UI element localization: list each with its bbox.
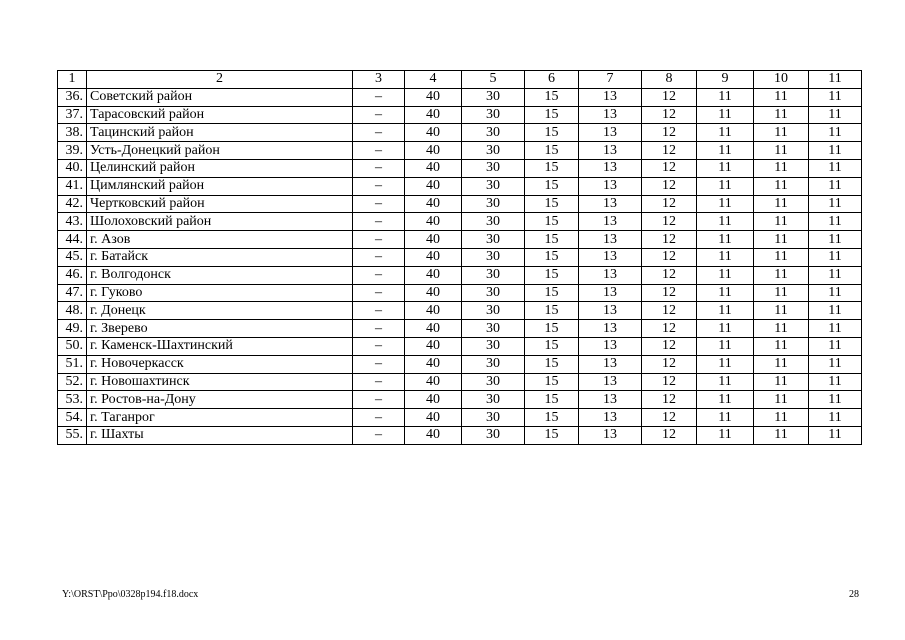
value-cell: 15	[525, 124, 579, 142]
header-cell: 2	[87, 71, 353, 89]
value-cell: 40	[405, 391, 462, 409]
value-cell: 11	[809, 177, 862, 195]
row-number-cell: 41.	[58, 177, 87, 195]
region-name-cell: Цимлянский район	[87, 177, 353, 195]
header-cell: 7	[579, 71, 642, 89]
table-row	[58, 266, 862, 284]
value-cell: 11	[697, 248, 754, 266]
table-row	[58, 355, 862, 373]
value-cell: 11	[697, 302, 754, 320]
value-cell: 30	[462, 320, 525, 338]
value-cell: 11	[809, 159, 862, 177]
table-row	[58, 142, 862, 160]
value-cell: 11	[697, 373, 754, 391]
value-cell: 11	[809, 142, 862, 160]
value-cell: 13	[579, 302, 642, 320]
value-cell: 40	[405, 124, 462, 142]
value-cell: 11	[754, 320, 809, 338]
value-cell: 30	[462, 426, 525, 444]
value-cell: 11	[809, 337, 862, 355]
header-cell: 1	[58, 71, 87, 89]
value-cell: 11	[809, 231, 862, 249]
row-number-cell: 36.	[58, 88, 87, 106]
value-cell: 40	[405, 159, 462, 177]
value-cell: 13	[579, 284, 642, 302]
value-cell: 12	[642, 426, 697, 444]
value-cell: 40	[405, 409, 462, 427]
value-cell: 15	[525, 337, 579, 355]
table-row	[58, 320, 862, 338]
region-name-cell: г. Зверево	[87, 320, 353, 338]
value-cell: 11	[697, 391, 754, 409]
value-cell: 15	[525, 284, 579, 302]
value-cell: 13	[579, 391, 642, 409]
row-number-cell: 54.	[58, 409, 87, 427]
value-cell: 13	[579, 248, 642, 266]
value-cell: 13	[579, 106, 642, 124]
value-cell: 15	[525, 177, 579, 195]
footer-file-path: Y:\ORST\Ppo\0328p194.f18.docx	[62, 589, 199, 600]
value-cell: 11	[697, 337, 754, 355]
value-cell: 11	[697, 426, 754, 444]
region-name-cell: г. Донецк	[87, 302, 353, 320]
table-row	[58, 106, 862, 124]
value-cell: 11	[754, 355, 809, 373]
value-cell: 11	[697, 124, 754, 142]
row-number-cell: 49.	[58, 320, 87, 338]
value-cell: 11	[809, 195, 862, 213]
region-name-cell: г. Новошахтинск	[87, 373, 353, 391]
region-name-cell: Чертковский район	[87, 195, 353, 213]
row-number-cell: 39.	[58, 142, 87, 160]
value-cell: –	[353, 409, 405, 427]
value-cell: 11	[697, 355, 754, 373]
value-cell: 13	[579, 426, 642, 444]
value-cell: 30	[462, 177, 525, 195]
value-cell: 40	[405, 213, 462, 231]
region-name-cell: г. Шахты	[87, 426, 353, 444]
value-cell: 11	[754, 231, 809, 249]
value-cell: 30	[462, 248, 525, 266]
value-cell: –	[353, 88, 405, 106]
value-cell: 11	[809, 213, 862, 231]
value-cell: 11	[754, 106, 809, 124]
value-cell: –	[353, 337, 405, 355]
value-cell: 15	[525, 409, 579, 427]
value-cell: 13	[579, 266, 642, 284]
value-cell: 30	[462, 231, 525, 249]
value-cell: 30	[462, 88, 525, 106]
table-row	[58, 124, 862, 142]
region-name-cell: г. Каменск-Шахтинский	[87, 337, 353, 355]
value-cell: 11	[697, 142, 754, 160]
header-cell: 5	[462, 71, 525, 89]
value-cell: 13	[579, 373, 642, 391]
region-name-cell: г. Новочеркасск	[87, 355, 353, 373]
value-cell: 15	[525, 142, 579, 160]
value-cell: 12	[642, 231, 697, 249]
value-cell: 12	[642, 195, 697, 213]
value-cell: 11	[809, 426, 862, 444]
value-cell: 11	[754, 284, 809, 302]
table-row	[58, 88, 862, 106]
value-cell: 11	[697, 195, 754, 213]
row-number-cell: 52.	[58, 373, 87, 391]
region-name-cell: Тацинский район	[87, 124, 353, 142]
value-cell: –	[353, 391, 405, 409]
value-cell: 11	[754, 142, 809, 160]
row-number-cell: 42.	[58, 195, 87, 213]
value-cell: 40	[405, 373, 462, 391]
value-cell: 12	[642, 355, 697, 373]
value-cell: 11	[809, 355, 862, 373]
value-cell: 13	[579, 159, 642, 177]
data-table	[57, 70, 862, 445]
value-cell: 12	[642, 88, 697, 106]
value-cell: 40	[405, 337, 462, 355]
value-cell: 11	[697, 231, 754, 249]
value-cell: 15	[525, 106, 579, 124]
value-cell: 12	[642, 373, 697, 391]
value-cell: 12	[642, 337, 697, 355]
value-cell: 40	[405, 142, 462, 160]
table-row	[58, 159, 862, 177]
value-cell: 40	[405, 88, 462, 106]
table-row	[58, 409, 862, 427]
value-cell: 40	[405, 302, 462, 320]
region-name-cell: Шолоховский район	[87, 213, 353, 231]
value-cell: –	[353, 159, 405, 177]
value-cell: 11	[697, 88, 754, 106]
value-cell: 30	[462, 355, 525, 373]
value-cell: 11	[754, 248, 809, 266]
value-cell: 12	[642, 320, 697, 338]
value-cell: 40	[405, 355, 462, 373]
row-number-cell: 55.	[58, 426, 87, 444]
row-number-cell: 40.	[58, 159, 87, 177]
value-cell: 11	[809, 124, 862, 142]
row-number-cell: 46.	[58, 266, 87, 284]
value-cell: 12	[642, 248, 697, 266]
value-cell: –	[353, 355, 405, 373]
value-cell: 30	[462, 124, 525, 142]
value-cell: –	[353, 266, 405, 284]
row-number-cell: 53.	[58, 391, 87, 409]
value-cell: 15	[525, 302, 579, 320]
value-cell: 13	[579, 213, 642, 231]
value-cell: 30	[462, 195, 525, 213]
value-cell: 11	[754, 302, 809, 320]
value-cell: 11	[809, 106, 862, 124]
value-cell: –	[353, 142, 405, 160]
value-cell: 15	[525, 213, 579, 231]
value-cell: 12	[642, 159, 697, 177]
value-cell: 11	[809, 248, 862, 266]
value-cell: 12	[642, 266, 697, 284]
value-cell: 30	[462, 284, 525, 302]
value-cell: 15	[525, 426, 579, 444]
row-number-cell: 47.	[58, 284, 87, 302]
table-row	[58, 373, 862, 391]
value-cell: 11	[697, 266, 754, 284]
value-cell: 15	[525, 88, 579, 106]
value-cell: 40	[405, 195, 462, 213]
value-cell: 15	[525, 248, 579, 266]
table-row	[58, 213, 862, 231]
value-cell: 11	[754, 409, 809, 427]
row-number-cell: 48.	[58, 302, 87, 320]
row-number-cell: 50.	[58, 337, 87, 355]
value-cell: 30	[462, 391, 525, 409]
value-cell: 15	[525, 320, 579, 338]
value-cell: 11	[754, 337, 809, 355]
row-number-cell: 43.	[58, 213, 87, 231]
value-cell: 15	[525, 159, 579, 177]
value-cell: –	[353, 195, 405, 213]
value-cell: 13	[579, 231, 642, 249]
value-cell: 30	[462, 213, 525, 231]
region-name-cell: г. Волгодонск	[87, 266, 353, 284]
value-cell: 11	[809, 391, 862, 409]
header-cell: 10	[754, 71, 809, 89]
value-cell: 11	[754, 426, 809, 444]
value-cell: 11	[697, 159, 754, 177]
page-number: 28	[849, 589, 859, 600]
value-cell: 15	[525, 266, 579, 284]
value-cell: 11	[809, 373, 862, 391]
value-cell: 12	[642, 391, 697, 409]
value-cell: 11	[809, 284, 862, 302]
value-cell: 13	[579, 195, 642, 213]
table-row	[58, 284, 862, 302]
value-cell: 15	[525, 373, 579, 391]
value-cell: 13	[579, 124, 642, 142]
value-cell: 11	[809, 266, 862, 284]
value-cell: –	[353, 302, 405, 320]
value-cell: 13	[579, 337, 642, 355]
value-cell: 30	[462, 266, 525, 284]
header-cell: 4	[405, 71, 462, 89]
table-row	[58, 177, 862, 195]
value-cell: 15	[525, 355, 579, 373]
value-cell: 11	[754, 213, 809, 231]
table-row	[58, 426, 862, 444]
region-name-cell: г. Таганрог	[87, 409, 353, 427]
value-cell: 15	[525, 391, 579, 409]
table-row	[58, 337, 862, 355]
value-cell: –	[353, 373, 405, 391]
header-cell: 9	[697, 71, 754, 89]
value-cell: 13	[579, 409, 642, 427]
value-cell: 11	[754, 177, 809, 195]
value-cell: 15	[525, 195, 579, 213]
value-cell: 11	[754, 195, 809, 213]
value-cell: 13	[579, 355, 642, 373]
value-cell: –	[353, 124, 405, 142]
table-row	[58, 195, 862, 213]
value-cell: 12	[642, 409, 697, 427]
value-cell: 30	[462, 142, 525, 160]
value-cell: 11	[809, 302, 862, 320]
value-cell: 11	[754, 159, 809, 177]
table-row	[58, 248, 862, 266]
value-cell: 12	[642, 177, 697, 195]
value-cell: 30	[462, 159, 525, 177]
value-cell: 11	[697, 284, 754, 302]
table-row	[58, 231, 862, 249]
value-cell: –	[353, 320, 405, 338]
table-row	[58, 302, 862, 320]
value-cell: 11	[809, 320, 862, 338]
region-name-cell: г. Батайск	[87, 248, 353, 266]
value-cell: 30	[462, 337, 525, 355]
value-cell: 11	[754, 88, 809, 106]
region-name-cell: Тарасовский район	[87, 106, 353, 124]
table-header-row	[58, 71, 862, 89]
value-cell: 11	[697, 106, 754, 124]
value-cell: 11	[754, 124, 809, 142]
value-cell: 12	[642, 106, 697, 124]
value-cell: –	[353, 248, 405, 266]
region-name-cell: г. Ростов-на-Дону	[87, 391, 353, 409]
value-cell: 11	[697, 320, 754, 338]
value-cell: 40	[405, 177, 462, 195]
row-number-cell: 45.	[58, 248, 87, 266]
table-body	[58, 71, 862, 445]
value-cell: 40	[405, 248, 462, 266]
region-name-cell: Целинский район	[87, 159, 353, 177]
value-cell: 15	[525, 231, 579, 249]
header-cell: 8	[642, 71, 697, 89]
value-cell: 11	[754, 391, 809, 409]
value-cell: –	[353, 106, 405, 124]
value-cell: –	[353, 231, 405, 249]
value-cell: 40	[405, 284, 462, 302]
region-name-cell: Советский район	[87, 88, 353, 106]
value-cell: 13	[579, 142, 642, 160]
value-cell: 30	[462, 373, 525, 391]
table-row	[58, 391, 862, 409]
value-cell: 13	[579, 177, 642, 195]
value-cell: 11	[697, 177, 754, 195]
header-cell: 11	[809, 71, 862, 89]
value-cell: 11	[809, 409, 862, 427]
header-cell: 6	[525, 71, 579, 89]
value-cell: 30	[462, 302, 525, 320]
value-cell: 12	[642, 284, 697, 302]
value-cell: 12	[642, 302, 697, 320]
value-cell: –	[353, 284, 405, 302]
value-cell: 40	[405, 106, 462, 124]
region-name-cell: г. Азов	[87, 231, 353, 249]
value-cell: 40	[405, 426, 462, 444]
value-cell: 40	[405, 320, 462, 338]
value-cell: 11	[697, 409, 754, 427]
value-cell: –	[353, 426, 405, 444]
value-cell: –	[353, 213, 405, 231]
value-cell: 40	[405, 266, 462, 284]
value-cell: 30	[462, 409, 525, 427]
value-cell: 11	[754, 266, 809, 284]
row-number-cell: 51.	[58, 355, 87, 373]
row-number-cell: 37.	[58, 106, 87, 124]
header-cell: 3	[353, 71, 405, 89]
value-cell: 12	[642, 124, 697, 142]
value-cell: 13	[579, 88, 642, 106]
value-cell: 30	[462, 106, 525, 124]
row-number-cell: 44.	[58, 231, 87, 249]
value-cell: 11	[809, 88, 862, 106]
row-number-cell: 38.	[58, 124, 87, 142]
value-cell: 13	[579, 320, 642, 338]
region-name-cell: г. Гуково	[87, 284, 353, 302]
value-cell: 12	[642, 142, 697, 160]
value-cell: 12	[642, 213, 697, 231]
region-name-cell: Усть-Донецкий район	[87, 142, 353, 160]
value-cell: –	[353, 177, 405, 195]
value-cell: 11	[754, 373, 809, 391]
value-cell: 11	[697, 213, 754, 231]
value-cell: 40	[405, 231, 462, 249]
